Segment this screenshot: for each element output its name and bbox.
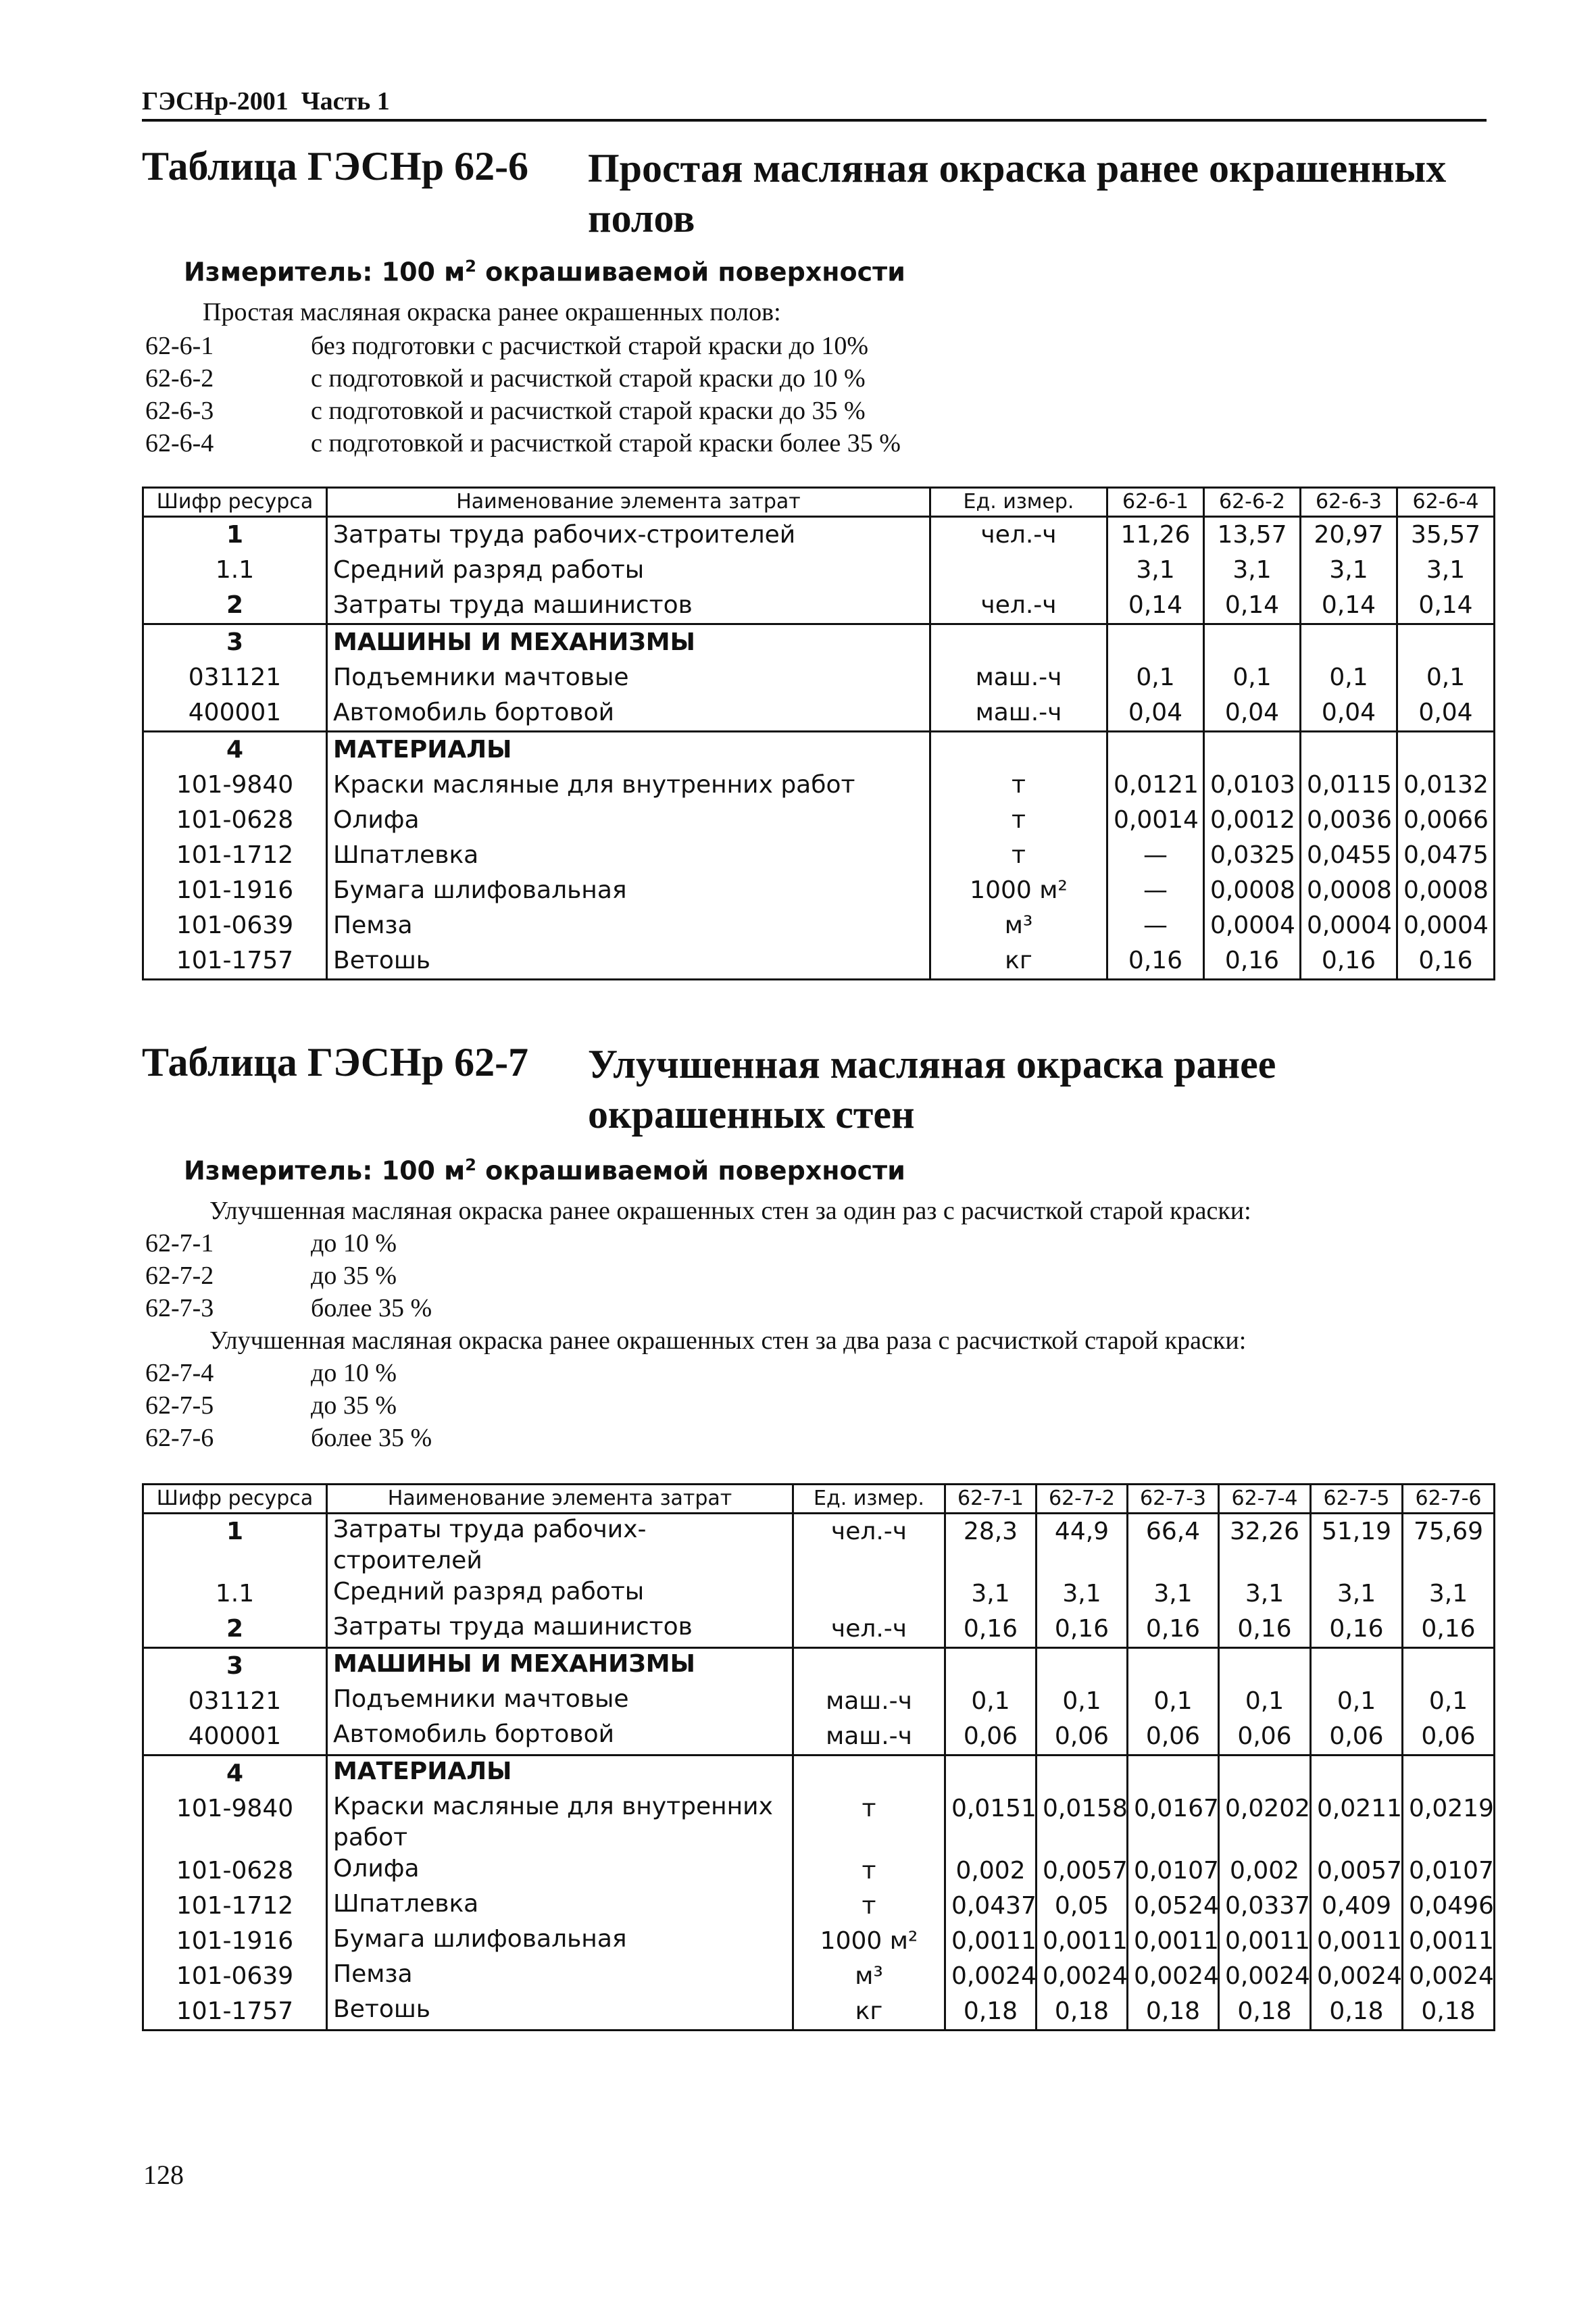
column-header: 62-6-1 (1107, 488, 1204, 517)
resource-description: с подготовкой и расчисткой старой краски до 10 % (311, 364, 866, 393)
table-row (143, 943, 1495, 980)
resource-description: до 10 % (311, 1229, 397, 1258)
norm-value-cell: 32,26 (1219, 1514, 1311, 1577)
norm-value-cell: 0,16 (945, 1612, 1037, 1648)
column-header: 62-6-4 (1397, 488, 1495, 517)
norm-value-cell: 0,14 (1107, 588, 1204, 624)
table-62-6-number: Таблица ГЭСНр 62-6 (142, 144, 529, 189)
resource-code-cell: 101-1916 (143, 1924, 327, 1959)
table-group (143, 732, 1495, 980)
unit-cell (793, 1576, 945, 1612)
resource-code: 62-7-1 (145, 1229, 214, 1258)
norm-value-cell: 3,1 (1301, 553, 1397, 588)
unit-cell: 1000 м² (930, 873, 1107, 908)
norm-value-cell: 0,0066 (1397, 803, 1495, 838)
cost-element-cell: Шпатлевка (327, 1889, 793, 1924)
norm-value-cell: 0,0121 (1107, 768, 1204, 803)
table-row (143, 1994, 1495, 2031)
norm-value-cell: 0,0014 (1107, 803, 1204, 838)
resource-code-cell: 101-9840 (143, 1791, 327, 1853)
column-header: 62-7-5 (1311, 1485, 1403, 1514)
table-row (143, 1719, 1495, 1756)
norm-value-cell: 0,18 (1311, 1994, 1403, 2031)
norm-value-cell: 0,0107 (1128, 1853, 1219, 1889)
norm-value-cell: 0,0004 (1397, 908, 1495, 943)
resource-code-cell: 4 (143, 1756, 327, 1792)
resource-code: 62-7-4 (145, 1359, 214, 1387)
norm-value-cell: 0,0151 (945, 1791, 1037, 1853)
table-row (143, 1684, 1495, 1719)
norm-value-cell: 0,0008 (1204, 873, 1301, 908)
resource-description: до 35 % (311, 1262, 397, 1290)
resource-code-cell: 1 (143, 1514, 327, 1577)
table-62-7-header-row (143, 1485, 1495, 1514)
norm-value-cell: 0,04 (1397, 695, 1495, 732)
norm-value-cell (1107, 624, 1204, 661)
norm-value-cell: 0,0496 (1403, 1889, 1495, 1924)
column-header: 62-7-2 (1037, 1485, 1128, 1514)
table-row (143, 1576, 1495, 1612)
resource-code: 62-7-2 (145, 1262, 214, 1290)
cost-element-cell: Затраты труда рабочих-строителей (327, 1514, 793, 1577)
table-row (143, 1756, 1495, 1792)
table-62-6 (142, 487, 1495, 980)
norm-value-cell: 51,19 (1311, 1514, 1403, 1577)
table-row (143, 838, 1495, 873)
norm-value-cell: 0,002 (1219, 1853, 1311, 1889)
norm-value-cell: 3,1 (1128, 1576, 1219, 1612)
unit-cell: 1000 м² (793, 1924, 945, 1959)
unit-cell: чел.-ч (930, 517, 1107, 553)
norm-value-cell: 0,18 (1037, 1994, 1128, 2031)
norm-value-cell: 0,06 (1037, 1719, 1128, 1756)
norm-value-cell: 3,1 (1037, 1576, 1128, 1612)
norm-value-cell: 0,0437 (945, 1889, 1037, 1924)
unit-cell: маш.-ч (793, 1684, 945, 1719)
norm-value-cell: 0,1 (1204, 660, 1301, 695)
norm-value-cell: 0,0008 (1397, 873, 1495, 908)
norm-value-cell: 0,0475 (1397, 838, 1495, 873)
cost-element-cell: Затраты труда рабочих-строителей (327, 517, 930, 553)
norm-value-cell: 3,1 (1397, 553, 1495, 588)
unit-cell: маш.-ч (930, 660, 1107, 695)
column-header: Шифр ресурса (143, 488, 327, 517)
resource-description: с подготовкой и расчисткой старой краски до 35 % (311, 397, 866, 425)
unit-cell: чел.-ч (793, 1612, 945, 1648)
table-row (143, 695, 1495, 732)
cost-element-cell: Олифа (327, 1853, 793, 1889)
unit-cell: кг (930, 943, 1107, 980)
unit-cell: маш.-ч (793, 1719, 945, 1756)
cost-element-cell: Бумага шлифовальная (327, 873, 930, 908)
cost-element-cell: Средний разряд работы (327, 1576, 793, 1612)
norm-value-cell: 0,1 (1397, 660, 1495, 695)
resource-description: до 35 % (311, 1391, 397, 1420)
norm-value-cell (1301, 624, 1397, 661)
norm-value-cell: 0,1 (945, 1684, 1037, 1719)
norm-value-cell: 0,1 (1219, 1684, 1311, 1719)
table-row (143, 553, 1495, 588)
unit-cell: т (793, 1853, 945, 1889)
resource-code-cell: 4 (143, 732, 327, 768)
table-group (143, 517, 1495, 624)
norm-value-cell (1204, 624, 1301, 661)
norm-value-cell: 75,69 (1403, 1514, 1495, 1577)
unit-cell: м³ (930, 908, 1107, 943)
cost-element-cell: Шпатлевка (327, 838, 930, 873)
norm-value-cell: 0,0024 (1403, 1959, 1495, 1994)
norm-value-cell: 13,57 (1204, 517, 1301, 553)
norm-value-cell: 0,14 (1397, 588, 1495, 624)
table-row (143, 768, 1495, 803)
norm-value-cell: 0,0057 (1037, 1853, 1128, 1889)
column-header: Наименование элемента затрат (327, 488, 930, 517)
cost-element-cell: МАТЕРИАЛЫ (327, 732, 930, 768)
resource-code: 62-7-5 (145, 1391, 214, 1420)
resource-code: 62-6-1 (145, 332, 214, 360)
cost-element-cell: Средний разряд работы (327, 553, 930, 588)
norm-value-cell: 0,0024 (1128, 1959, 1219, 1994)
norm-value-cell: 0,1 (1301, 660, 1397, 695)
norm-value-cell: 11,26 (1107, 517, 1204, 553)
unit-cell: чел.-ч (930, 588, 1107, 624)
norm-value-cell: 0,0011 (1037, 1924, 1128, 1959)
table-row (143, 1924, 1495, 1959)
resource-code: 62-6-2 (145, 364, 214, 393)
unit-cell: кг (793, 1994, 945, 2031)
cost-element-cell: Бумага шлифовальная (327, 1924, 793, 1959)
norm-value-cell: 0,0008 (1301, 873, 1397, 908)
table-row (143, 873, 1495, 908)
norm-value-cell: 0,16 (1311, 1612, 1403, 1648)
norm-value-cell: 0,06 (945, 1719, 1037, 1756)
cost-element-cell: Олифа (327, 803, 930, 838)
norm-value-cell: 0,06 (1219, 1719, 1311, 1756)
norm-value-cell: 0,0115 (1301, 768, 1397, 803)
norm-value-cell: 0,0024 (1219, 1959, 1311, 1994)
unit-cell (930, 624, 1107, 661)
norm-value-cell: 0,0219 (1403, 1791, 1495, 1853)
norm-value-cell: 20,97 (1301, 517, 1397, 553)
table-62-7-title: Улучшенная масляная окраска ранее окрашенных стен (588, 1042, 1276, 1137)
norm-value-cell: — (1107, 838, 1204, 873)
norm-value-cell: 0,0011 (1403, 1924, 1495, 1959)
resource-description: без подготовки с расчисткой старой краски до 10% (311, 332, 868, 360)
norm-value-cell (1128, 1756, 1219, 1792)
table-62-6-header-row (143, 488, 1495, 517)
unit-cell: маш.-ч (930, 695, 1107, 732)
unit-cell (793, 1648, 945, 1685)
table-row (143, 1889, 1495, 1924)
resource-code-cell: 101-1712 (143, 1889, 327, 1924)
resource-code-cell: 3 (143, 1648, 327, 1685)
column-header: 62-6-3 (1301, 488, 1397, 517)
resource-code-cell: 101-0639 (143, 908, 327, 943)
norm-value-cell: 0,06 (1311, 1719, 1403, 1756)
table-62-6-intro: Простая масляная окраска ранее окрашенных полов: (203, 298, 781, 326)
norm-value-cell: 0,18 (1219, 1994, 1311, 2031)
resource-code-cell: 400001 (143, 695, 327, 732)
column-header: 62-7-4 (1219, 1485, 1311, 1514)
column-header: 62-7-3 (1128, 1485, 1219, 1514)
unit-cell: т (793, 1889, 945, 1924)
resource-code: 62-6-3 (145, 397, 214, 425)
norm-value-cell: 0,16 (1397, 943, 1495, 980)
norm-value-cell: 0,16 (1107, 943, 1204, 980)
resource-code-cell: 3 (143, 624, 327, 661)
table-row (143, 732, 1495, 768)
norm-value-cell: 0,16 (1204, 943, 1301, 980)
norm-value-cell: 0,16 (1301, 943, 1397, 980)
running-title: ГЭСНр-2001 Часть 1 (142, 87, 390, 116)
norm-value-cell: 0,06 (1403, 1719, 1495, 1756)
norm-value-cell: 35,57 (1397, 517, 1495, 553)
table-62-7-meter: Измеритель: 100 $м^2$ окрашиваемой поверхности (184, 1155, 905, 1186)
norm-value-cell: 0,06 (1128, 1719, 1219, 1756)
table-62-6-meter: Измеритель: 100 $м^2$ окрашиваемой поверхности (184, 257, 905, 287)
norm-value-cell (1311, 1756, 1403, 1792)
norm-value-cell (1397, 624, 1495, 661)
norm-value-cell (1397, 732, 1495, 768)
norm-value-cell (1219, 1648, 1311, 1685)
unit-cell: т (930, 768, 1107, 803)
norm-value-cell: 0,14 (1301, 588, 1397, 624)
resource-code-cell: 101-0628 (143, 803, 327, 838)
cost-element-cell: Пемза (327, 908, 930, 943)
norm-value-cell: 0,0057 (1311, 1853, 1403, 1889)
norm-value-cell: 0,1 (1128, 1684, 1219, 1719)
norm-value-cell: 0,0158 (1037, 1791, 1128, 1853)
cost-element-cell: Автомобиль бортовой (327, 695, 930, 732)
norm-value-cell: 0,002 (945, 1853, 1037, 1889)
unit-cell (930, 732, 1107, 768)
norm-value-cell (1301, 732, 1397, 768)
table-62-7-intro-1: Улучшенная масляная окраска ранее окрашенных стен за один раз с расчисткой старой краски: (209, 1197, 1251, 1225)
table-row (143, 1853, 1495, 1889)
norm-value-cell (1219, 1756, 1311, 1792)
resource-code-cell: 031121 (143, 1684, 327, 1719)
resource-description: более 35 % (311, 1424, 432, 1452)
norm-value-cell: — (1107, 873, 1204, 908)
norm-value-cell: — (1107, 908, 1204, 943)
norm-value-cell: 0,0202 (1219, 1791, 1311, 1853)
column-header: 62-6-2 (1204, 488, 1301, 517)
cost-element-cell: Автомобиль бортовой (327, 1719, 793, 1756)
cost-element-cell: Затраты труда машинистов (327, 588, 930, 624)
unit-cell: т (793, 1791, 945, 1853)
norm-value-cell: 0,16 (1037, 1612, 1128, 1648)
column-header: Наименование элемента затрат (327, 1485, 793, 1514)
norm-value-cell (1403, 1648, 1495, 1685)
table-row (143, 660, 1495, 695)
norm-value-cell: 0,0455 (1301, 838, 1397, 873)
norm-value-cell: 0,0024 (945, 1959, 1037, 1994)
norm-value-cell (1128, 1648, 1219, 1685)
norm-value-cell: 0,0024 (1037, 1959, 1128, 1994)
norm-value-cell: 0,05 (1037, 1889, 1128, 1924)
norm-value-cell: 0,0132 (1397, 768, 1495, 803)
norm-value-cell: 0,0024 (1311, 1959, 1403, 1994)
norm-value-cell: 0,0167 (1128, 1791, 1219, 1853)
table-row (143, 588, 1495, 624)
table-row (143, 517, 1495, 553)
column-header: 62-7-6 (1403, 1485, 1495, 1514)
resource-code-cell: 1.1 (143, 553, 327, 588)
resource-code: 62-7-6 (145, 1424, 214, 1452)
norm-value-cell: 66,4 (1128, 1514, 1219, 1577)
resource-code-cell: 1.1 (143, 1576, 327, 1612)
resource-description: до 10 % (311, 1359, 397, 1387)
resource-code-cell: 101-1757 (143, 943, 327, 980)
cost-element-cell: Краски масляные для внутренних работ (327, 768, 930, 803)
norm-value-cell: 0,04 (1107, 695, 1204, 732)
norm-value-cell: 0,0011 (1219, 1924, 1311, 1959)
norm-value-cell: 0,16 (1403, 1612, 1495, 1648)
norm-value-cell: 0,0107 (1403, 1853, 1495, 1889)
norm-value-cell: 0,1 (1107, 660, 1204, 695)
norm-value-cell: 0,0036 (1301, 803, 1397, 838)
norm-value-cell: 0,14 (1204, 588, 1301, 624)
norm-value-cell: 3,1 (945, 1576, 1037, 1612)
resource-code-cell: 2 (143, 588, 327, 624)
resource-code: 62-7-3 (145, 1294, 214, 1322)
norm-value-cell: 0,0337 (1219, 1889, 1311, 1924)
norm-value-cell: 0,0103 (1204, 768, 1301, 803)
resource-description: более 35 % (311, 1294, 432, 1322)
table-row (143, 1959, 1495, 1994)
resource-code-cell: 101-0639 (143, 1959, 327, 1994)
norm-value-cell: 0,409 (1311, 1889, 1403, 1924)
unit-cell: м³ (793, 1959, 945, 1994)
norm-value-cell: 0,0004 (1204, 908, 1301, 943)
table-group (143, 624, 1495, 732)
unit-cell: т (930, 838, 1107, 873)
norm-value-cell: 0,18 (1128, 1994, 1219, 2031)
table-group (143, 1514, 1495, 1648)
norm-value-cell: 0,16 (1219, 1612, 1311, 1648)
norm-value-cell (945, 1648, 1037, 1685)
norm-value-cell: 0,16 (1128, 1612, 1219, 1648)
cost-element-cell: Ветошь (327, 1994, 793, 2031)
table-group (143, 1648, 1495, 1756)
column-header: Ед. измер. (793, 1485, 945, 1514)
norm-value-cell: 3,1 (1219, 1576, 1311, 1612)
cost-element-cell: МАТЕРИАЛЫ (327, 1756, 793, 1792)
cost-element-cell: Ветошь (327, 943, 930, 980)
norm-value-cell: 0,0011 (1311, 1924, 1403, 1959)
table-row (143, 908, 1495, 943)
table-62-7-number: Таблица ГЭСНр 62-7 (142, 1040, 529, 1085)
table-row (143, 803, 1495, 838)
table-62-7 (142, 1483, 1495, 2031)
column-header: Ед. измер. (930, 488, 1107, 517)
norm-value-cell: 28,3 (945, 1514, 1037, 1577)
norm-value-cell: 0,0004 (1301, 908, 1397, 943)
cost-element-cell: Пемза (327, 1959, 793, 1994)
norm-value-cell: 0,18 (945, 1994, 1037, 2031)
resource-code-cell: 101-0628 (143, 1853, 327, 1889)
cost-element-cell: Затраты труда машинистов (327, 1612, 793, 1648)
cost-element-cell: Краски масляные для внутренних работ (327, 1791, 793, 1853)
unit-cell: чел.-ч (793, 1514, 945, 1577)
norm-value-cell (945, 1756, 1037, 1792)
cost-element-cell: МАШИНЫ И МЕХАНИЗМЫ (327, 624, 930, 661)
norm-value-cell: 0,0325 (1204, 838, 1301, 873)
unit-cell (930, 553, 1107, 588)
resource-code-cell: 101-9840 (143, 768, 327, 803)
unit-cell: т (930, 803, 1107, 838)
table-row (143, 1791, 1495, 1853)
norm-value-cell: 0,1 (1403, 1684, 1495, 1719)
norm-value-cell: 0,1 (1311, 1684, 1403, 1719)
table-row (143, 624, 1495, 661)
norm-value-cell (1311, 1648, 1403, 1685)
norm-value-cell (1403, 1756, 1495, 1792)
norm-value-cell (1037, 1756, 1128, 1792)
norm-value-cell (1037, 1648, 1128, 1685)
norm-value-cell: 3,1 (1403, 1576, 1495, 1612)
table-group (143, 1756, 1495, 2031)
norm-value-cell: 0,04 (1301, 695, 1397, 732)
norm-value-cell: 0,0211 (1311, 1791, 1403, 1853)
resource-code-cell: 101-1916 (143, 873, 327, 908)
resource-code-cell: 101-1757 (143, 1994, 327, 2031)
cost-element-cell: МАШИНЫ И МЕХАНИЗМЫ (327, 1648, 793, 1685)
norm-value-cell: 0,1 (1037, 1684, 1128, 1719)
resource-code-cell: 1 (143, 517, 327, 553)
norm-value-cell: 0,0012 (1204, 803, 1301, 838)
resource-code-cell: 2 (143, 1612, 327, 1648)
table-row (143, 1514, 1495, 1577)
column-header: Шифр ресурса (143, 1485, 327, 1514)
table-row (143, 1648, 1495, 1685)
resource-code-cell: 400001 (143, 1719, 327, 1756)
norm-value-cell: 0,0011 (945, 1924, 1037, 1959)
norm-value-cell: 3,1 (1311, 1576, 1403, 1612)
resource-description: с подготовкой и расчисткой старой краски более 35 % (311, 429, 901, 457)
cost-element-cell: Подъемники мачтовые (327, 660, 930, 695)
table-62-7-intro-2: Улучшенная масляная окраска ранее окрашенных стен за два раза с расчисткой старой краски: (209, 1326, 1247, 1355)
resource-code-cell: 031121 (143, 660, 327, 695)
norm-value-cell: 0,0524 (1128, 1889, 1219, 1924)
unit-cell (793, 1756, 945, 1792)
norm-value-cell: 0,04 (1204, 695, 1301, 732)
table-row (143, 1612, 1495, 1648)
norm-value-cell (1107, 732, 1204, 768)
column-header: 62-7-1 (945, 1485, 1037, 1514)
norm-value-cell: 44,9 (1037, 1514, 1128, 1577)
norm-value-cell: 3,1 (1107, 553, 1204, 588)
running-header (142, 86, 1487, 122)
table-62-6-title: Простая масляная окраска ранее окрашенных полов (588, 146, 1447, 241)
norm-value-cell: 0,0011 (1128, 1924, 1219, 1959)
resource-code: 62-6-4 (145, 429, 214, 457)
cost-element-cell: Подъемники мачтовые (327, 1684, 793, 1719)
norm-value-cell: 0,18 (1403, 1994, 1495, 2031)
page-number: 128 (143, 2160, 184, 2190)
norm-value-cell: 3,1 (1204, 553, 1301, 588)
resource-code-cell: 101-1712 (143, 838, 327, 873)
norm-value-cell (1204, 732, 1301, 768)
